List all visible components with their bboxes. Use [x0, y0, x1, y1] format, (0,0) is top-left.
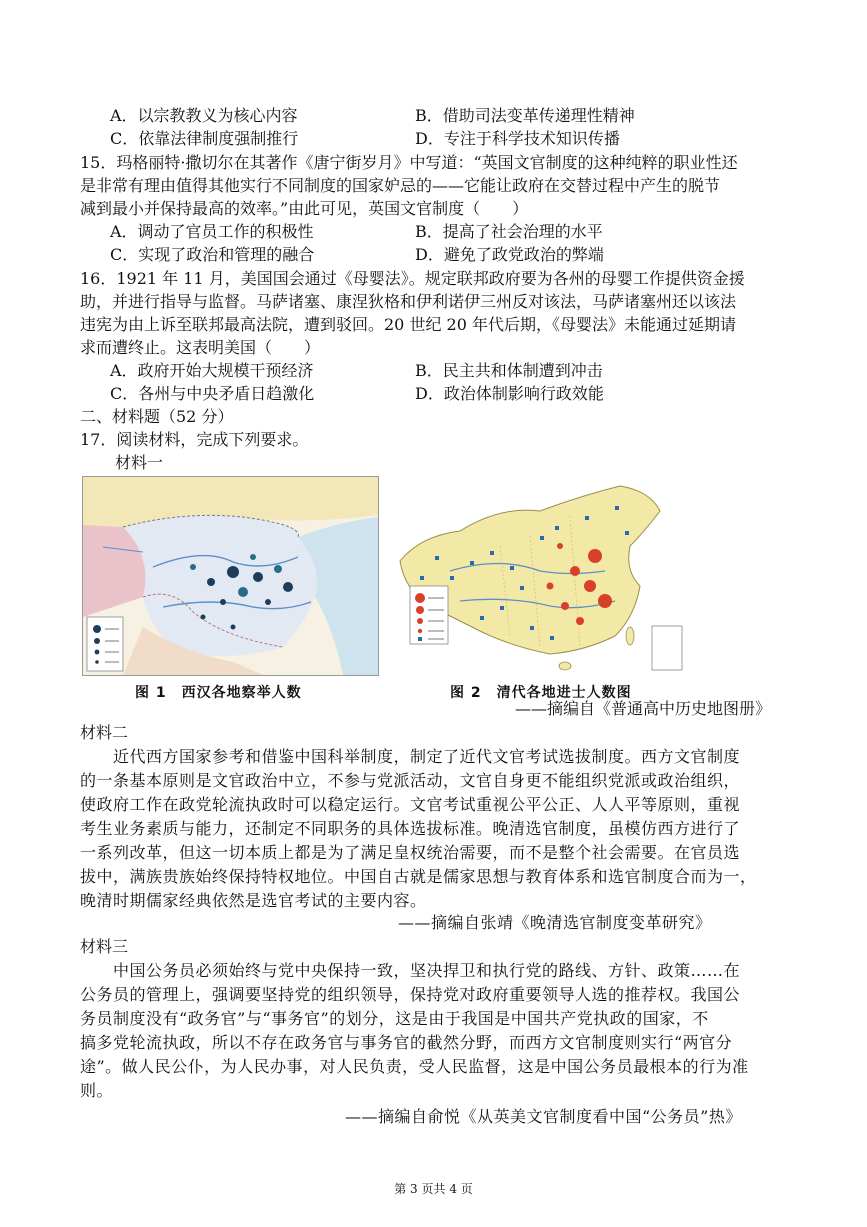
map-qing-dynasty [390, 476, 685, 674]
material1-label: 材料一 [115, 453, 164, 472]
material3-line: 公务员的管理上，强调要坚持党的组织领导，保持党对政府重要领导人选的推荐权。我国公 [80, 985, 741, 1004]
q17-instruction: 17．阅读材料，完成下列要求。 [80, 430, 309, 449]
q14-option-a: A．以宗教教义为核心内容 [110, 106, 298, 125]
material3-source: ——摘编自俞悦《从英美文官制度看中国“公务员”热》 [345, 1107, 742, 1126]
map-western-han-drawing [83, 477, 378, 675]
material2-line: 拔中，满族贵族始终保持特权地位。中国自古就是儒家思想与教育体系和选官制度合而为一， [80, 867, 757, 886]
material2-line: 使政府工作在政党轮流执政时可以稳定运行。文官考试重视公平公正、人人平等原则，重视 [80, 795, 741, 814]
map-western-han-caption: 图 1 西汉各地察举人数 [135, 685, 302, 701]
material3-label: 材料三 [80, 937, 129, 956]
map-qing-dynasty-drawing [390, 476, 685, 674]
q15-option-a: A．调动了官员工作的积极性 [110, 222, 314, 241]
material1-source: ——摘编自《普通高中历史地图册》 [515, 699, 772, 718]
material2-line: 的一条基本原则是文官政治中立，不参与党派活动，文官自身更不能组织党派或政治组织， [80, 771, 741, 790]
q16-stem-line2: 助，并进行指导与监督。马萨诸塞、康涅狄格和伊利诺伊三州反对该法，马萨诸塞州还以该法 [80, 292, 737, 311]
q14-option-b: B．借助司法变革传递理性精神 [415, 106, 635, 125]
material2-source: ——摘编自张靖《晚清选官制度变革研究》 [398, 913, 712, 932]
material2-line: 近代西方国家参考和借鉴中国科举制度，制定了近代文官考试选拔制度。西方文官制度 [113, 747, 741, 766]
map-western-han [82, 476, 379, 676]
map-qing-dynasty-caption: 图 2 清代各地进士人数图 [450, 685, 632, 701]
page-footer: 第 3 页共 4 页 [394, 1182, 473, 1196]
q15-stem-line3: 减到最小并保持最高的效率。”由此可见，英国文官制度（ ） [80, 199, 529, 218]
material3-line: 则。 [80, 1081, 114, 1100]
material2-line: 一系列改革，但这一切本质上都是为了满足皇权统治需要，而不是整个社会需要。在官员选 [80, 843, 741, 862]
material3-line: 务员制度没有“政务官”与“事务官”的划分，这是由于我国是中国共产党执政的国家，不 [80, 1009, 709, 1028]
q14-option-d: D．专注于科学技术知识传播 [415, 129, 620, 148]
q15-option-b: B．提高了社会治理的水平 [415, 222, 603, 241]
material2-line: 考生业务素质与能力，还制定不同职务的具体选拔标准。晚清选官制度，虽模仿西方进行了 [80, 819, 741, 838]
q16-stem-line4: 求而遭终止。这表明美国（ ） [80, 338, 321, 357]
q16-option-c: C．各州与中央矛盾日趋激化 [110, 384, 315, 403]
q14-option-c: C．依靠法律制度强制推行 [110, 129, 299, 148]
q16-option-d: D．政治体制影响行政效能 [415, 384, 604, 403]
material2-label: 材料二 [80, 723, 129, 742]
material2-line: 晚清时期儒家经典依然是选官考试的主要内容。 [80, 891, 427, 910]
material3-line: 搞多党轮流执政，所以不存在政务官与事务官的截然分野，而西方文官制度则实行“两官分 [80, 1033, 733, 1052]
q16-option-b: B．民主共和体制遭到冲击 [415, 361, 603, 380]
q16-stem-line3: 违宪为由上诉至联邦最高法院，遭到驳回。20 世纪 20 年代后期，《母婴法》未能通过延期请 [80, 315, 736, 334]
q15-option-d: D．避免了政党政治的弊端 [415, 245, 604, 264]
q16-stem-line1: 16．1921 年 11 月，美国国会通过《母婴法》。规定联邦政府要为各州的母婴工作提供资金援 [80, 269, 745, 288]
material3-line: 途”。做人民公仆，为人民办事，对人民负责，受人民监督，这是中国公务员最根本的行为准 [80, 1057, 749, 1076]
q16-option-a: A．政府开始大规模干预经济 [110, 361, 314, 380]
q15-option-c: C．实现了政治和管理的融合 [110, 245, 315, 264]
material3-line: 中国公务员必须始终与党中央保持一致，坚决捍卫和执行党的路线、方针、政策……在 [113, 961, 741, 980]
section-heading: 二、材料题（52 分） [80, 407, 234, 426]
q15-stem-line2: 是非常有理由值得其他实行不同制度的国家妒忌的——它能让政府在交替过程中产生的脱节 [80, 176, 721, 195]
q15-stem-line1: 15．玛格丽特·撒切尔在其著作《唐宁街岁月》中写道：“英国文官制度的这种纯粹的职业性还 [80, 153, 738, 172]
